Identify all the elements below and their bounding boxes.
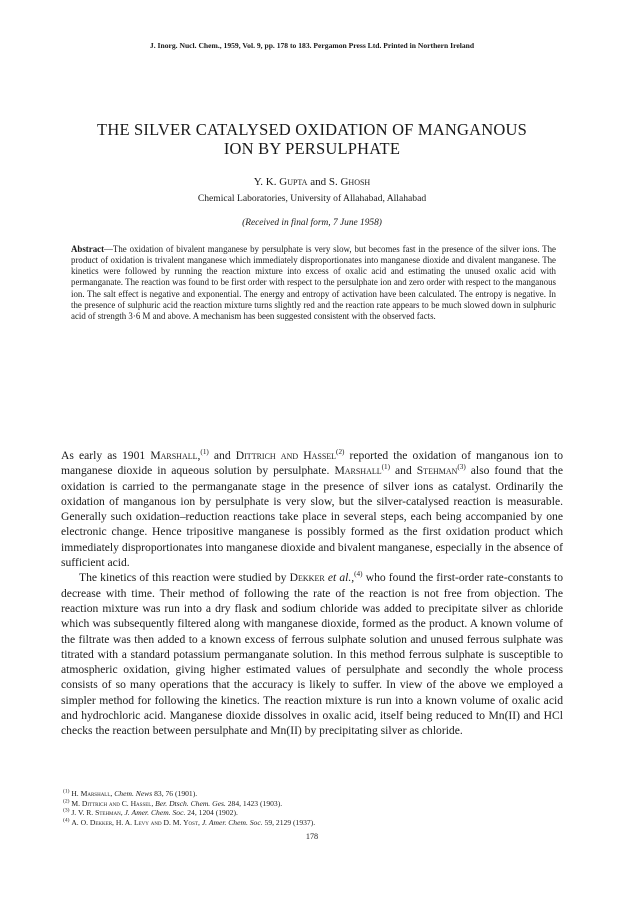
paragraph-2 — [61, 570, 563, 738]
author-1-initials: Y. K. — [253, 176, 277, 188]
reference-details: 83, 76 (1901). — [154, 789, 198, 798]
ref-mark-3: (3) — [457, 463, 466, 472]
author-2-initials: S. — [328, 176, 338, 188]
received-date: (Received in final form, 7 June 1958) — [242, 218, 382, 228]
reference-item — [63, 808, 563, 818]
citation-stehman: Stehman — [416, 464, 458, 478]
reference-item — [63, 818, 563, 828]
reference-journal: Chem. News — [114, 789, 153, 798]
reference-authors: A. O. Dekker, H. A. Levy and D. M. Yost, — [71, 817, 200, 827]
title-line-1: THE SILVER CATALYSED OXIDATION OF MANGANOUS — [97, 120, 527, 139]
p2-text-2: who found the first-order rate-constants to decrease with time. Their method of following the rate of the reaction is not free from objection. The reaction mixture was run into a dry flask and sodium chloride was added to precipitate silver as chloride which was subsequently filtered along with manganese dioxide, formed as the product. A known volume of the filtrate was then added to a known excess of ferrous sulphate solution and unused ferrous sulphate was titrated with a standard potassium permanganate solution. In this method ferrous sulphate is susceptible to atmospheric oxidation, giving higher estimated values of persulphate and secondly the whole process consists of so many operations that the accuracy is likely to suffer. In view of the above we employed a simpler method for following the kinetics. The reaction mixture is run into a known volume of oxalic acid and hydrochloric acid. Manganese dioxide dissolves in oxalic acid, itself being reduced to Mn(II) and HCl checks the reaction between persulphate and Mn(II) by precipitating silver as chloride. — [61, 571, 564, 738]
reference-journal: J. Amer. Chem. Soc. — [124, 808, 186, 818]
p1-text-5: also found that the oxidation is carried to the permanganate stage in the presence of silver ions as catalyst. Ordinarily the oxidation of manganous ion by persulphate is very slow, but the silver-catalysed reaction is measurable. Generally such oxidation–reduction reactions take place in several steps, each being accompanied by one electronic change. Hence tripositive manganese is possibly formed as the first oxidation product which immediately disproportionates into manganese dioxide and bivalent manganese, especially in the absence of sufficient acid. — [61, 464, 563, 570]
p1-text-2: and — [208, 449, 236, 462]
reference-item — [63, 789, 563, 799]
affiliation: Chemical Laboratories, University of Allahabad, Allahabad — [197, 193, 427, 204]
reference-authors: M. Dittrich and C. Hassel, — [71, 798, 154, 808]
reference-details: 59, 2129 (1937). — [264, 817, 316, 827]
abstract — [71, 244, 556, 322]
p1-text-3: reported the oxidation of manganous ion to manganese dioxide in aqueous solution by persulphate. — [61, 449, 564, 478]
citation-marshall: Marshall, — [150, 449, 201, 462]
author-list — [0, 176, 624, 188]
p1-text-4: and — [390, 464, 417, 478]
citation-dekker: Dekker — [289, 571, 325, 585]
reference-journal: Ber. Dtsch. Chem. Ges. — [155, 798, 226, 808]
reference-number: (2) — [63, 798, 70, 805]
article-title — [60, 120, 564, 158]
page-number: 178 — [305, 832, 319, 841]
ref-mark-2: (2) — [336, 448, 345, 457]
title-line-2: ION BY PERSULPHATE — [223, 139, 401, 158]
author-2-surname: Ghosh — [340, 176, 371, 188]
p2-text-1: The kinetics of this reaction were studied by — [79, 571, 290, 585]
abstract-label: Abstract — [71, 244, 105, 254]
ref-mark-1: (1) — [200, 448, 209, 457]
reference-journal: J. Amer. Chem. Soc. — [201, 817, 263, 827]
author-1-surname: Gupta — [279, 176, 308, 188]
reference-number: (1) — [63, 788, 70, 795]
ref-mark-4: (4) — [354, 570, 363, 579]
reference-item — [63, 799, 563, 809]
reference-list — [63, 789, 563, 827]
abstract-text: —The oxidation of bivalent manganese by persulphate is very slow, but becomes fast in the presence of the silver ions. The product of oxidation is trivalent manganese which immediately disproportionates into manganese dioxide and divalent manganese. The kinetics were followed by running the reaction mixture into excess of oxalic acid and estimating the unused oxalic acid with permanganate. The reaction was found to be first order with respect to the persulphate ion and zero order with respect to the manganous ion. The salt effect is negative and exponential. The energy and entropy of activation have been calculated. The entropy is negative. In the presence of sulphuric acid the reaction mixture turns slightly red and the reaction rate appears to be much slowed down in sulphuric acid of strength 3·6 M and above. A mechanism has been suggested consistent with the observed facts. — [71, 244, 556, 321]
reference-details: 24, 1204 (1902). — [187, 808, 238, 818]
p1-text-1: As early as 1901 — [61, 449, 151, 462]
citation-dittrich-hassel: Dittrich and Hassel — [235, 449, 337, 462]
reference-number: (4) — [63, 817, 70, 824]
reference-details: 284, 1423 (1903). — [227, 798, 283, 808]
paragraph-1 — [61, 448, 563, 570]
reference-authors: H. Marshall, — [71, 789, 113, 798]
citation-marshall-2: Marshall — [334, 464, 382, 478]
et-al: et al., — [324, 571, 355, 585]
ref-mark-1b: (1) — [381, 463, 391, 472]
body-text — [61, 448, 563, 739]
reference-number: (3) — [63, 807, 70, 814]
journal-header: J. Inorg. Nucl. Chem., 1959, Vol. 9, pp. 178 to 183. Pergamon Press Ltd. Printed in Northern Ireland — [149, 41, 475, 50]
reference-authors: J. V. R. Stehman, — [71, 808, 123, 818]
author-conjunction: and — [310, 176, 327, 188]
